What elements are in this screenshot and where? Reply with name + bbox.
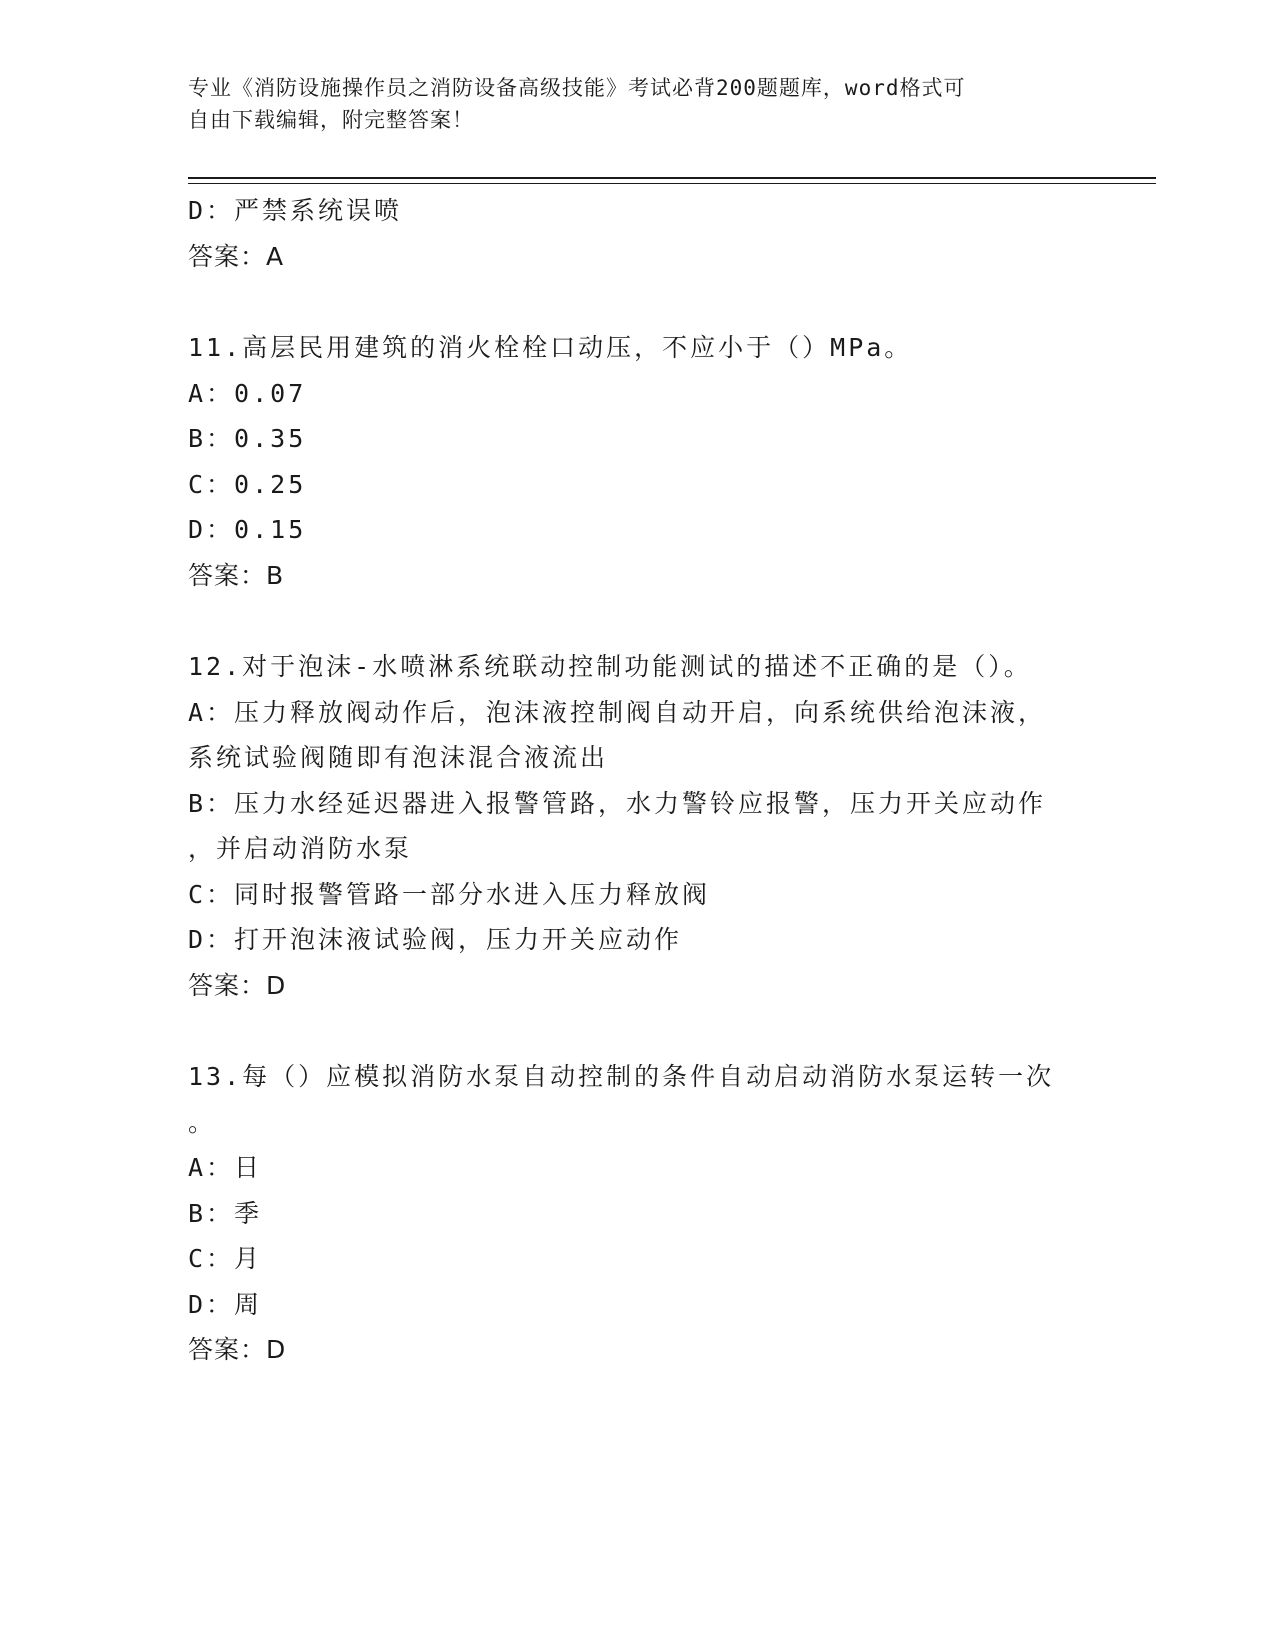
spacer (188, 598, 1088, 644)
spacer (188, 279, 1088, 325)
option-d: D：0.15 (188, 515, 307, 544)
question-block-11 (188, 325, 1088, 598)
question-text: 12.对于泡沫-水喷淋系统联动控制功能测试的描述不正确的是（）。 (188, 652, 1032, 681)
option-a-line-1: A：压力释放阀动作后，泡沫液控制阀自动开启，向系统供给泡沫液， (188, 697, 1047, 727)
option-c: C：同时报警管路一部分水进入压力释放阀 (188, 879, 711, 909)
option-d: D：周 (188, 1289, 263, 1319)
option-a-line-2: 系统试验阀随即有泡沫混合液流出 (188, 743, 609, 772)
spacer (188, 1008, 1088, 1054)
question-block-12 (188, 644, 1088, 1008)
answer-line: 答案：D (188, 1335, 287, 1364)
header-line-2: 自由下载编辑，附完整答案！ (188, 108, 474, 132)
page-header (188, 72, 1068, 136)
header-divider-thin (188, 183, 1156, 184)
option-c: C：月 (188, 1244, 263, 1273)
question-text-line-2: 。 (188, 1107, 217, 1137)
option-a: A：0.07 (188, 378, 307, 408)
option-a: A：日 (188, 1153, 263, 1182)
question-block-13 (188, 1054, 1088, 1373)
answer-line: 答案：B (188, 560, 285, 590)
header-line-1: 专业《消防设施操作员之消防设备高级技能》考试必背200题题库，word格式可 (188, 76, 966, 100)
question-text: 11.高层民用建筑的消火栓栓口动压，不应小于（）MPa。 (188, 333, 913, 362)
option-d: D：打开泡沫液试验阀，压力开关应动作 (188, 925, 683, 954)
question-block-prev (188, 188, 1088, 279)
answer-line: 答案：A (188, 241, 285, 271)
option-b: B：0.35 (188, 424, 307, 453)
answer-line: 答案：D (188, 970, 287, 1000)
option-d: D：严禁系统误喷 (188, 196, 403, 225)
question-list (188, 188, 1088, 1373)
header-divider-thick (188, 177, 1156, 179)
option-b: B：季 (188, 1198, 263, 1228)
question-text-line-1: 13.每（）应模拟消防水泵自动控制的条件自动启动消防水泵运转一次 (188, 1062, 1055, 1091)
option-b-line-1: B：压力水经延迟器进入报警管路，水力警铃应报警，压力开关应动作 (188, 788, 1047, 818)
option-b-line-2: ，并启动消防水泵 (188, 834, 413, 863)
option-c: C：0.25 (188, 469, 307, 499)
